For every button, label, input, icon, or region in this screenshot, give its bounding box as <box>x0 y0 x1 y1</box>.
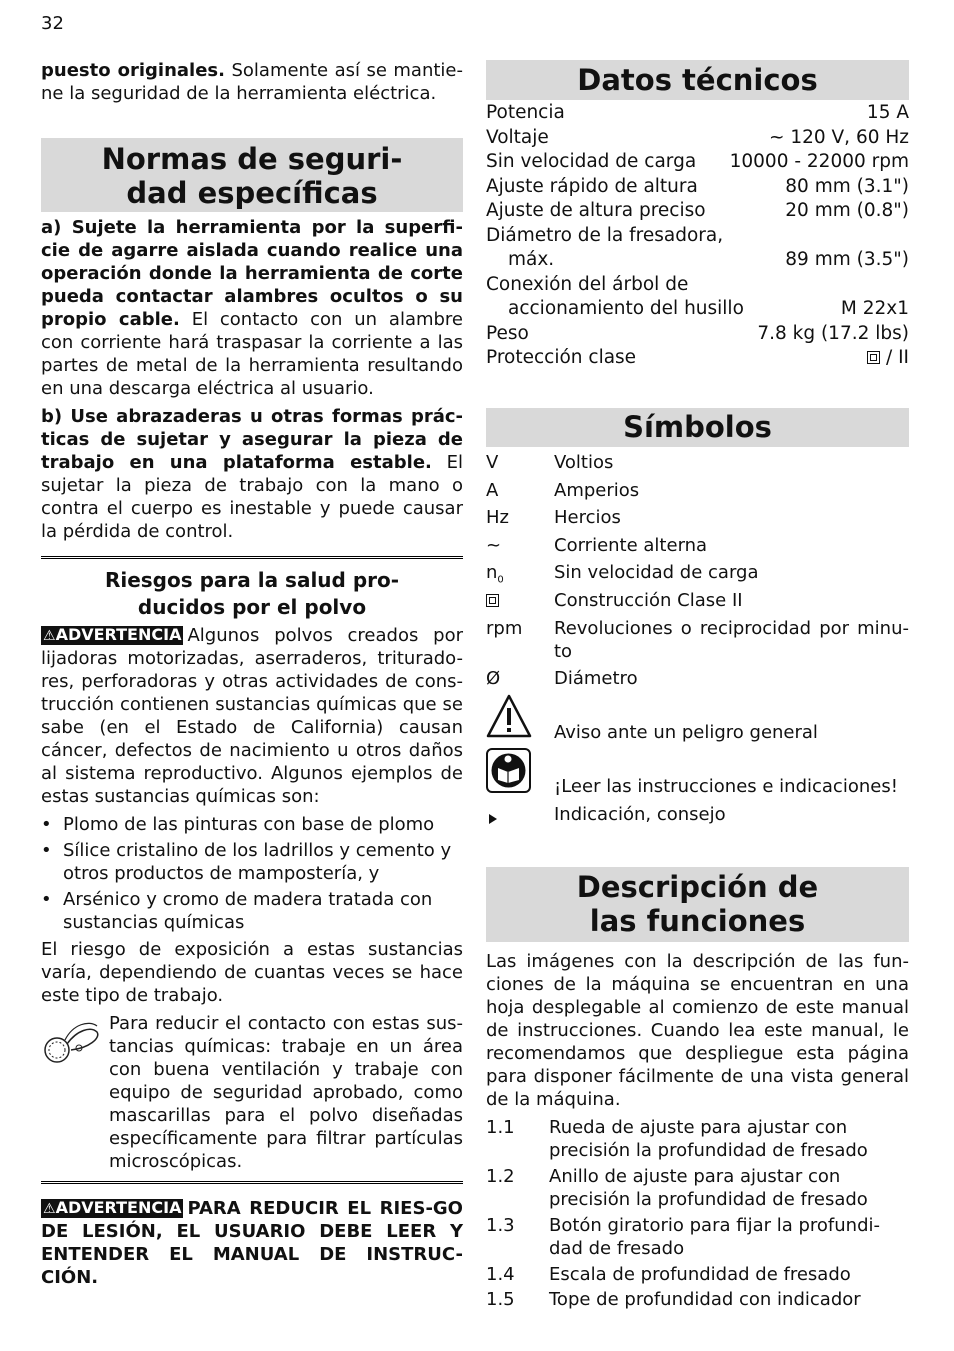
warning-badge <box>41 1199 183 1218</box>
symbol-row <box>486 667 909 693</box>
spec-value: 10000 - 22000 rpm <box>729 151 909 172</box>
symbol-desc: Amperios <box>554 479 640 501</box>
section-divider <box>41 556 463 559</box>
class-ii-icon <box>867 351 880 364</box>
symbol-key: Hz <box>486 507 509 528</box>
risk-paragraph: El riesgo de exposición a estas sustancias varía, dependiendo de cuantas veces se hace este tipo de trabajo. <box>41 939 463 1006</box>
item-number: 1.1 <box>486 1117 515 1138</box>
heading-line-1: Descripción de <box>576 870 819 904</box>
rule-a-bold: a) Sujete la herramienta por la superfi-cie de agarre aislada cuando realice una operación donde la herramienta de corte pueda contactar alambres ocultos o su propio cable. <box>41 217 463 330</box>
final-warning-paragraph <box>41 1197 463 1289</box>
warning-badge-label: ADVERTENCIA <box>55 1198 182 1217</box>
list-item <box>486 1116 909 1162</box>
heading-line-1: Normas de seguri- <box>101 142 403 176</box>
spec-value: ~ 120 V, 60 Hz <box>768 126 909 148</box>
spec-row <box>486 175 909 200</box>
functions-heading <box>486 867 909 942</box>
tech-data-heading: Datos técnicos <box>486 60 909 100</box>
symbol-key: V <box>486 452 499 473</box>
item-number: 1.3 <box>486 1215 515 1236</box>
spec-value: 89 mm (3.5") <box>785 249 909 270</box>
symbols-heading: Símbolos <box>486 408 909 447</box>
rule-b-text: El sujetar la pieza de trabajo con la mano o contra el cuerpo es inestable y puede causar la pérdida de control. <box>41 452 463 542</box>
list-item <box>486 1214 909 1260</box>
spec-value: 15 A <box>866 102 909 123</box>
class-ii-icon <box>486 594 499 607</box>
symbol-row <box>486 479 909 507</box>
spec-label: Ajuste de altura preciso <box>486 200 706 221</box>
spec-value: M 22x1 <box>840 298 909 319</box>
safety-rules-heading <box>41 138 463 212</box>
respirator-mask-icon <box>41 1018 103 1074</box>
rule-b-paragraph <box>41 405 463 543</box>
symbol-desc: Indicación, consejo <box>554 804 726 825</box>
list-item: • Plomo de las pinturas con base de plomo <box>41 813 463 836</box>
list-item <box>486 1288 909 1311</box>
section-divider <box>41 1181 463 1184</box>
item-text: Botón giratorio para fijar la profundi-dad de fresado <box>549 1215 880 1259</box>
spec-label: Potencia <box>486 102 565 123</box>
specs-table <box>486 101 909 371</box>
symbol-key <box>486 561 554 589</box>
warning-badge-label: ADVERTENCIA <box>55 625 182 644</box>
symbol-key: Ø <box>486 668 501 689</box>
dust-heading-line-2: ducidos por el polvo <box>137 595 367 619</box>
functions-list <box>486 1116 909 1311</box>
intro-text: Solamente así se mantie-ne la seguridad de la herramienta eléctrica. <box>41 60 464 104</box>
spec-row <box>486 322 909 347</box>
symbol-key <box>486 589 554 617</box>
warning-badge <box>41 626 183 645</box>
spec-label: Peso <box>486 322 529 344</box>
read-manual-icon <box>486 748 531 793</box>
spec-row <box>486 273 909 322</box>
spec-row <box>486 101 909 126</box>
spec-row <box>486 199 909 224</box>
symbol-key: rpm <box>486 618 523 639</box>
warning-triangle-icon: ⚠ <box>43 1201 56 1217</box>
symbol-desc: Sin velocidad de carga <box>554 562 759 583</box>
spec-class-value: / II <box>885 347 909 368</box>
symbol-key: ~ <box>486 534 502 556</box>
spec-label: Voltaje <box>486 126 549 148</box>
spec-label: Protección clase <box>486 347 637 368</box>
spec-label: máx. <box>508 249 555 270</box>
spec-row <box>486 150 909 175</box>
item-text: Rueda de ajuste para ajustar con precisión la profundidad de fresado <box>549 1117 868 1161</box>
rule-b-bold: b) Use abrazaderas u otras formas prác-ticas de sujetar y asegurar la pieza de trabajo en una plataforma estable. <box>41 406 463 473</box>
symbol-row <box>486 617 909 667</box>
list-item: • Arsénico y cromo de madera tratada con sustancias químicas <box>41 888 463 934</box>
symbol-row <box>486 506 909 534</box>
heading-line-2: las funciones <box>589 904 806 938</box>
item-number: 1.5 <box>486 1289 515 1310</box>
dust-paragraph <box>41 624 463 808</box>
spec-label: Diámetro de la fresadora, <box>486 224 724 246</box>
item-text: Escala de profundidad de fresado <box>549 1264 851 1285</box>
symbol-key-sub: 0 <box>497 574 504 586</box>
symbol-desc: Corriente alterna <box>554 534 708 556</box>
dust-heading <box>41 567 463 621</box>
spec-label: accionamiento del husillo <box>508 298 744 319</box>
spec-value <box>867 346 909 371</box>
item-text: Tope de profundidad con indicador <box>549 1289 861 1310</box>
item-number: 1.2 <box>486 1166 515 1187</box>
list-item <box>486 1165 909 1211</box>
spec-label: Conexión del árbol de <box>486 273 689 295</box>
spec-value: 20 mm (0.8") <box>785 200 909 221</box>
rule-a-text: El contacto con un alambre con corriente hará traspasar la corriente a las partes de metal de la herramienta resultando en una descarga eléctrica al usuario. <box>41 309 464 399</box>
symbol-desc: Voltios <box>554 452 614 473</box>
symbol-row <box>486 451 909 479</box>
symbol-desc: Revoluciones o reciprocidad por minu-to <box>554 618 909 662</box>
symbol-key: A <box>486 479 499 501</box>
spec-row <box>486 126 909 151</box>
symbol-desc: Diámetro <box>554 668 638 689</box>
rule-a-paragraph <box>41 216 463 400</box>
symbol-row <box>486 589 909 617</box>
warning-triangle-icon: ⚠ <box>43 628 56 644</box>
intro-paragraph <box>41 59 463 105</box>
symbol-desc: ¡Leer las instrucciones e indicaciones! <box>554 776 898 797</box>
symbol-desc: Hercios <box>554 507 621 528</box>
dust-heading-line-1: Riesgos para la salud pro- <box>104 568 400 592</box>
item-number: 1.4 <box>486 1264 515 1285</box>
symbol-row <box>486 561 909 589</box>
symbol-desc: Aviso ante un peligro general <box>554 722 818 743</box>
spec-label: Ajuste rápido de altura <box>486 175 698 197</box>
spec-label: Sin velocidad de carga <box>486 151 697 172</box>
symbol-row <box>486 534 909 562</box>
functions-intro: Las imágenes con la descripción de las fun-ciones de la máquina se encuentran en una hoja desplegable al comienzo de este manual de instrucciones. Cuando lea este manual, le recomendamos que despliegue esta página para disponer fácilmente de una vista general de la máquina. <box>486 951 909 1110</box>
intro-bold: puesto originales. <box>41 60 225 81</box>
tip-arrow-icon <box>488 808 498 820</box>
spec-row <box>486 224 909 273</box>
mask-paragraph: Para reducir el contacto con estas sus-tancias químicas: trabaje en un área con buena ventilación y trabaje con equipo de seguridad aprobado, como mascarillas para el polvo diseñadas específicamente para filtrar partículas microscópicas. <box>109 1013 463 1172</box>
warning-triangle-icon <box>486 694 532 738</box>
heading-line-2: dad específicas <box>126 176 378 210</box>
dust-text: Algunos polvos creados por lijadoras motorizadas, aserraderos, triturado-res, perforadoras y otras actividades de cons-trucción contienen sustancias químicas que se sabe (en el Estado de California) causan cáncer, defectos de nacimiento u otros daños al sistema reproductivo. Algunos ejemplos de estas sustancias químicas son: <box>41 625 463 807</box>
symbols-list <box>486 451 909 693</box>
symbol-desc: Construcción Clase II <box>554 589 743 611</box>
page-number: 32 <box>41 13 64 34</box>
spec-value: 7.8 kg (17.2 lbs) <box>757 322 909 344</box>
final-warning-text: PARA REDUCIR EL RIES-GO DE LESIÓN, EL USUARIO DEBE LEER Y ENTENDER EL MANUAL DE INSTRUC-CIÓN. <box>41 1198 463 1288</box>
list-item: • Sílice cristalino de los ladrillos y cemento y otros productos de mampostería, y <box>41 839 463 885</box>
list-item <box>486 1263 909 1286</box>
symbol-key-n: n <box>486 562 498 583</box>
item-text: Anillo de ajuste para ajustar con precisión la profundidad de fresado <box>549 1166 868 1210</box>
spec-value: 80 mm (3.1") <box>785 175 909 197</box>
chemicals-list <box>41 813 463 934</box>
spec-row <box>486 346 909 371</box>
